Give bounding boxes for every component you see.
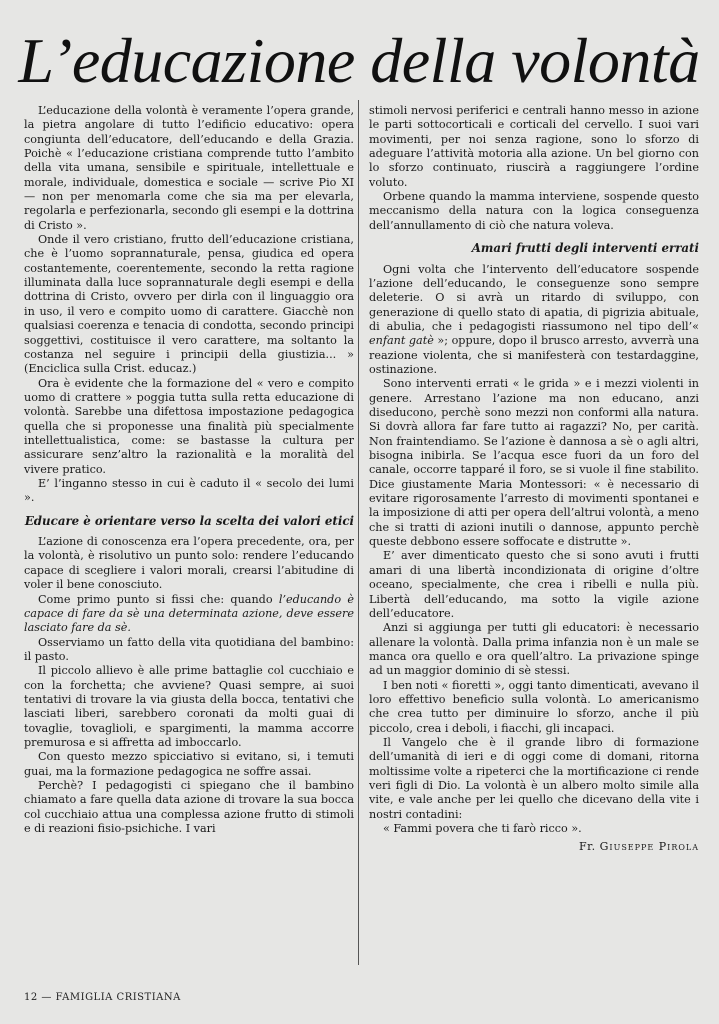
section-heading: Amari frutti degli interventi errati	[471, 241, 699, 256]
paragraph: Anzi si aggiunga per tutti gli educatori: è necessario allenare la volontà. Dalla prima infanzia non è un male se manca ora quello e ora quell’altro. La privazione spinge ad un maggior dominio di sè stessi.	[369, 621, 699, 678]
paragraph: Osserviamo un fatto della vita quotidiana del bambino: il pasto.	[24, 635, 354, 663]
paragraph: Il Vangelo che è il grande libro di formazione dell’umanità di ieri e di oggi come di domani, ritorna moltissime volte a ripeterci che la mortificazione ci rende veri figli di Dio. La volontà è un albero molto simile alla vite, e vale anche per lei quello che dicevano della vite i nostri contadini:	[369, 735, 699, 821]
article-title: L’educazione della volontà	[18, 25, 700, 96]
paragraph-text: »; oppure, dopo il brusco arresto, avverrà una reazione violenta, che si manifesterà con testardaggine, ostinazione.	[369, 334, 699, 376]
column-divider	[358, 100, 359, 965]
emphasis-text: l’educando è capace di fare da sè una determinata azione, deve essere lasciato fare da sè.	[24, 592, 354, 635]
paragraph: Il piccolo allievo è alle prime battaglie col cucchiaio e con la forchetta; che avviene? Quasi sempre, ai suoi tentativi di trovare la via giusta della bocca, tentativi che lasciati liberi, sarebbero coronati da molti guai di tovaglie, tovaglioli, e spargimenti, la mamma accorre premurosa e si affretta ad imboccarlo.	[24, 664, 354, 749]
paragraph: stimoli nervosi periferici e centrali hanno messo in azione le parti sottocorticali e corticali del cervello. I suoi vari movimenti, per noi senza ragione, sono lo sforzo di adeguare l’attività motoria alla azione. Un bel giorno con lo sforzo continuato, riuscirà a raggiungere l’ordine voluto.	[369, 104, 699, 189]
paragraph: I ben noti « fioretti », oggi tanto dimenticati, avevano il loro effettivo beneficio sulla volontà. Lo americanismo che crea tutto per diminuire lo sforzo, anche il più piccolo, crea i deboli, i fiacchi, gli incapaci.	[369, 678, 699, 735]
paragraph-text: Come primo punto si fissi che: quando	[38, 592, 279, 606]
paragraph: Sono interventi errati « le grida » e i mezzi violenti in genere. Arrestano l’azione ma non educano, anzi diseducono, perchè sono mezzi non conformi alla natura. Si dovrà allora far fare tutto ai ragazzi? No, per carità. Non fraintendiamo. Se l’azione è dannosa a sè o agli altri, bisogna inibirla. Se l’acqua esce fuori da un foro del canale, occorre tapparé il foro, se si vuole il fine stabilito. Dice giustamente Maria Montessori: « è necessario di evitare rigorosamente l’arresto di movimenti spontanei e la imposizione di atti per opera dell’altrui volontà, a meno che si tratti di azioni inutili o dannose, appunto perchè queste debbono essere soffocate e distrutte ».	[369, 377, 699, 549]
signature-name: Giuseppe Pirola	[599, 840, 699, 854]
signature-prefix: Fr.	[578, 840, 600, 854]
left-column	[24, 104, 354, 836]
paragraph: E’ aver dimenticato questo che si sono avuti i frutti amari di una libertà incondizionata di origine d’oltre oceano, specialmente, che crea i ribelli e nulla più. Libertà dell’educando, ma sotto la vigile azione dell’educatore.	[369, 549, 699, 620]
paragraph: Perchè? I pedagogisti ci spiegano che il bambino chiamato a fare quella data azione di trovare la sua bocca col cucchiaio attua una complessa azione frutto di stimoli e di reazioni fisio-psichiche. I vari	[24, 778, 354, 835]
paragraph	[369, 263, 699, 378]
paragraph: Orbene quando la mamma interviene, sospende questo meccanismo della natura con la logica conseguenza dell’annullamento di ciò che natura voleva.	[369, 190, 699, 232]
section-heading: Educare è orientare verso la scelta dei valori etici	[24, 513, 354, 528]
paragraph: Con questo mezzo spicciativo si evitano, si, i temuti guai, ma la formazione pedagogica ne soffre assai.	[24, 750, 354, 778]
paragraph	[24, 593, 354, 636]
paragraph: L’educazione della volontà è veramente l’opera grande, la pietra angolare di tutto l’edificio educativo: opera congiunta dell’educatore, dell’educando e della Grazia. Poichè « l’educazione cristiana comprende tutto l’ambito della vita umana, sensibile e spirituale, intellettuale e morale, individuale, domestica e sociale — scrive Pio XI — non per menomarla come che sia ma per elevarla, regolarla e perfezionarla, secondo gli esempi e la dottrina di Cristo ».	[24, 104, 354, 232]
page-footer: 12 — FAMIGLIA CRISTIANA	[24, 992, 181, 1003]
paragraph: Ora è evidente che la formazione del « vero e compito uomo di crattere » poggia tutta sulla retta educazione di volontà. Sarebbe una difettosa impostazione pedagogica quella che si proponesse una finalità più specialmente intellettualistica, come: se bastasse la cultura per assicurare senz’altro la razionalità e la moralità del vivere pratico.	[24, 376, 354, 476]
right-column	[369, 104, 699, 855]
paragraph: E’ l’inganno stesso in cui è caduto il « secolo dei lumi ».	[24, 476, 354, 505]
paragraph: Onde il vero cristiano, frutto dell’educazione cristiana, che è l’uomo soprannaturale, pensa, giudica ed opera costantemente, coerentemente, secondo la retta ragione illuminata dalla luce soprannaturale degli esempi e della dottrina di Cristo, ovvero per dirla con il linguaggio ora in uso, il vero e compito uomo di carattere. Giacchè non qualsiasi coerenza e tenacia di condotta, secondo principi soggettivi, costituisce il vero carattere, ma soltanto la costanza nel seguire i principii della giustizia... » (Enciclica sulla Crist. educaz.)	[24, 233, 354, 376]
paragraph-text: Ogni volta che l’intervento dell’educatore sospende l’azione dell’educando, le conseguenze sono sempre deleterie. O si avrà un ritardo di sviluppo, con generazione di quello stato di apatia, di pigrizia abituale, di abulia, che i pedagogisti riassumono nel tipo dell’«	[369, 262, 699, 333]
quote: « Fammi povera che ti farò ricco ».	[383, 822, 582, 835]
author-signature	[369, 840, 699, 854]
paragraph: L’azione di conoscenza era l’opera precedente, ora, per la volontà, è risolutivo un punto solo: rendere l’educando capace di scegliere i valori morali, crearsi l’abitudine di voler il bene conosciuto.	[24, 535, 354, 592]
emphasis-text: enfant gatè	[369, 334, 434, 348]
